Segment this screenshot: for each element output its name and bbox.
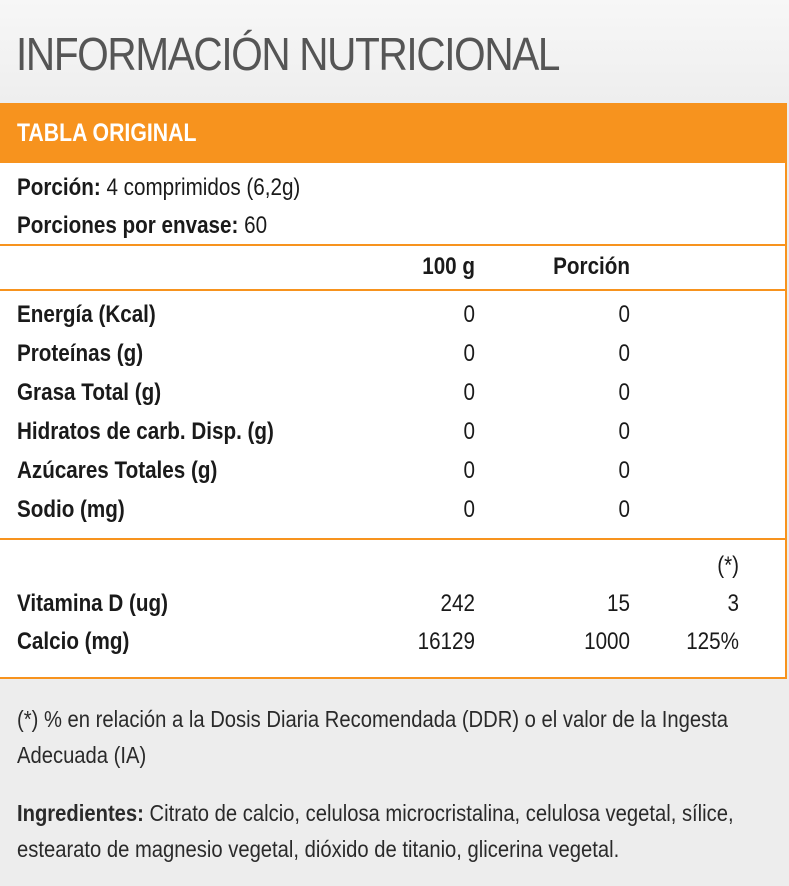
vitamin-ddr: 3 <box>727 590 739 617</box>
nutrition-table <box>0 103 787 679</box>
ingredients-text: Citrato de calcio, celulosa microcristalina, celulosa vegetal, sílice, estearato de magnesio vegetal, dióxido de titanio, glicerina vegetal. <box>17 800 734 862</box>
nutrient-portion: 0 <box>618 301 630 328</box>
vitamin-portion: 15 <box>607 590 630 617</box>
ddr-marker: (*) <box>717 552 739 579</box>
servings-label: Porciones por envase: <box>17 212 239 239</box>
nutrient-per100: 0 <box>463 301 475 328</box>
nutrient-portion: 0 <box>618 418 630 445</box>
ingredients <box>17 795 782 867</box>
ddr-footnote: (*) % en relación a la Dosis Diaria Recomendada (DDR) o el valor de la Ingesta Adecuada (IA) <box>17 706 729 768</box>
header-area <box>0 0 789 103</box>
nutrient-per100: 0 <box>463 496 475 523</box>
nutrient-name: Sodio (mg) <box>17 496 125 523</box>
nutrient-per100: 0 <box>463 418 475 445</box>
divider <box>0 289 785 291</box>
vitamin-ddr: 125% <box>686 628 739 655</box>
nutrient-portion: 0 <box>618 457 630 484</box>
vitamin-name: Calcio (mg) <box>17 628 130 655</box>
vitamin-per100: 16129 <box>417 628 475 655</box>
nutrient-name: Energía (Kcal) <box>17 301 156 328</box>
nutrient-portion: 0 <box>618 496 630 523</box>
nutrient-per100: 0 <box>463 340 475 367</box>
ingredients-label: Ingredientes: <box>17 800 144 826</box>
servings-line <box>17 211 267 241</box>
table-heading: TABLA ORIGINAL <box>17 119 197 147</box>
nutrient-name: Hidratos de carb. Disp. (g) <box>17 418 274 445</box>
nutrient-name: Azúcares Totales (g) <box>17 457 218 484</box>
divider <box>0 244 785 246</box>
serving-value: 4 comprimidos (6,2g) <box>100 174 301 201</box>
table-heading-bar <box>0 103 787 163</box>
nutrient-portion: 0 <box>618 340 630 367</box>
nutrient-per100: 0 <box>463 457 475 484</box>
vitamin-portion: 1000 <box>584 628 630 655</box>
column-header-portion: Porción <box>553 253 630 280</box>
nutrient-name: Grasa Total (g) <box>17 379 162 406</box>
vitamin-per100: 242 <box>440 590 475 617</box>
serving-line <box>17 173 300 203</box>
column-header-100g: 100 g <box>422 253 475 280</box>
divider <box>0 538 785 540</box>
nutrient-portion: 0 <box>618 379 630 406</box>
nutrient-name: Proteínas (g) <box>17 340 144 367</box>
vitamin-name: Vitamina D (ug) <box>17 590 168 617</box>
page-title: INFORMACIÓN NUTRICIONAL <box>16 28 560 80</box>
servings-value: 60 <box>238 212 268 239</box>
serving-label: Porción: <box>17 174 101 201</box>
nutrient-per100: 0 <box>463 379 475 406</box>
